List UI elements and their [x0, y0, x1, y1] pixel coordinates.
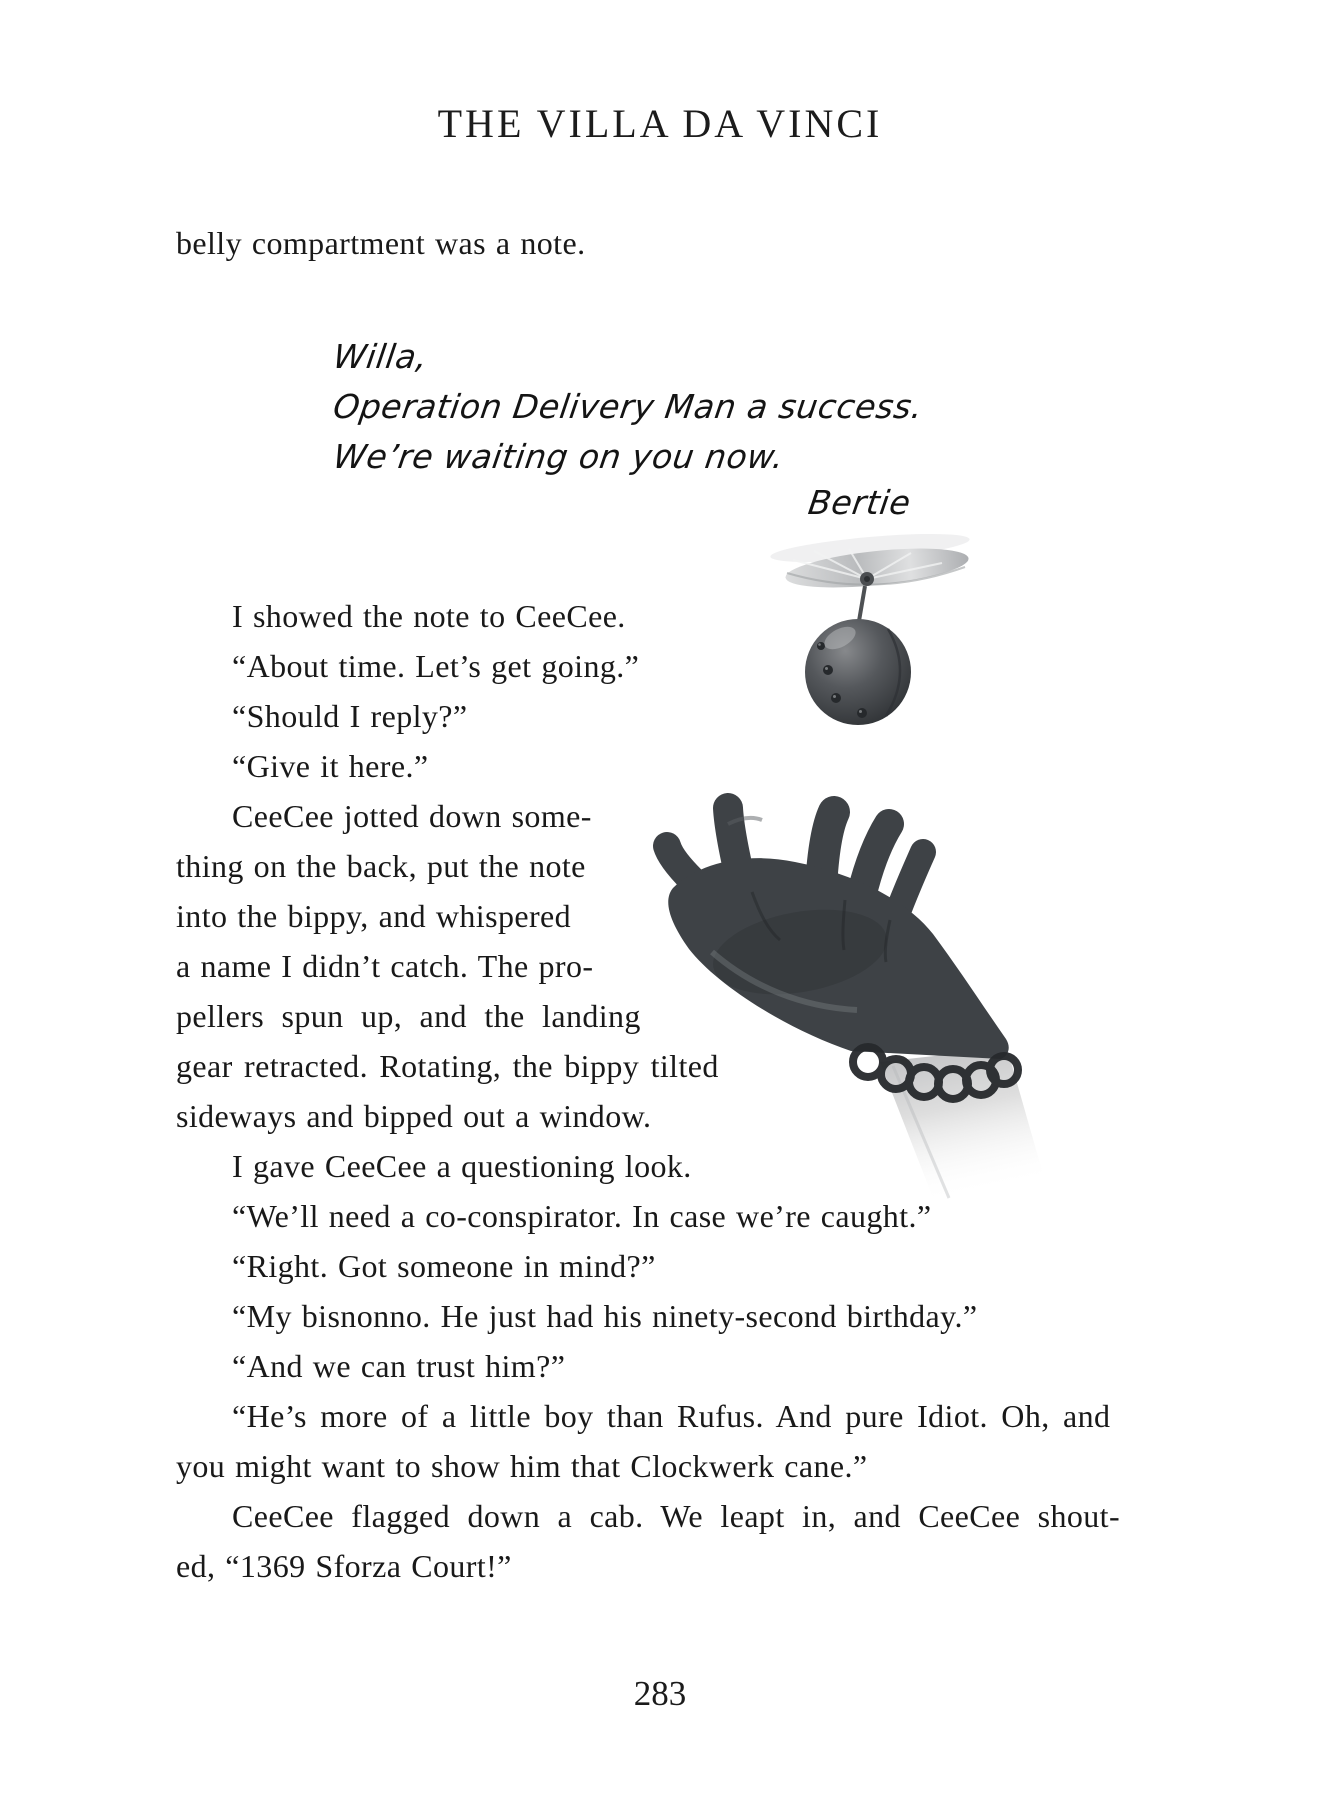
- body-text-line: CeeCee jotted down some-: [232, 798, 592, 834]
- body-text-line: belly compartment was a note.: [176, 225, 586, 261]
- body-text-line: “We’ll need a co-conspirator. In case we’re caught.”: [232, 1198, 932, 1234]
- thumb: [667, 846, 692, 880]
- body-text-line: “Should I reply?”: [232, 698, 468, 734]
- body-text-line: gear retracted. Rotating, the bippy tilted: [176, 1048, 719, 1084]
- body-text-line: you might want to show him that Clockwerk cane.”: [176, 1448, 868, 1484]
- body-text-line: “And we can trust him?”: [232, 1348, 566, 1384]
- body-text-line: I showed the note to CeeCee.: [232, 598, 626, 634]
- body-text-line: a name I didn’t catch. The pro-: [176, 948, 594, 984]
- body-text-line: “My bisnonno. He just had his ninety-second birthday.”: [232, 1298, 978, 1334]
- body-text-line: I gave CeeCee a questioning look.: [232, 1148, 692, 1184]
- bippy-ball: [805, 619, 911, 725]
- propeller-rod: [859, 586, 865, 621]
- body-text-line: “About time. Let’s get going.”: [232, 648, 640, 684]
- body-text-line: sideways and bipped out a window.: [176, 1098, 652, 1134]
- note-line: Operation Delivery Man a success.: [330, 387, 926, 426]
- body-text-line: “He’s more of a little boy than Rufus. And pure Idiot. Oh, and: [232, 1398, 1111, 1434]
- bippy-propeller-ball: [769, 528, 970, 725]
- body-text-line: ed, “1369 Sforza Court!”: [176, 1548, 512, 1584]
- body-text-line: CeeCee flagged down a cab. We leapt in, and CeeCee shout-: [232, 1498, 1121, 1534]
- note-signature: Bertie: [805, 483, 914, 522]
- body-text-line: pellers spun up, and the landing: [176, 998, 641, 1034]
- body-text-line: “Give it here.”: [232, 748, 429, 784]
- running-header: THE VILLA DA VINCI: [437, 101, 883, 146]
- body-text-line: “Right. Got someone in mind?”: [232, 1248, 656, 1284]
- body-text-line: thing on the back, put the note: [176, 848, 586, 884]
- note-line: Willa,: [330, 337, 431, 376]
- note-line: We’re waiting on you now.: [330, 437, 787, 476]
- page-number: 283: [633, 1674, 687, 1713]
- body-text-line: into the bippy, and whispered: [176, 898, 572, 934]
- gloved-hand: [667, 808, 1009, 1059]
